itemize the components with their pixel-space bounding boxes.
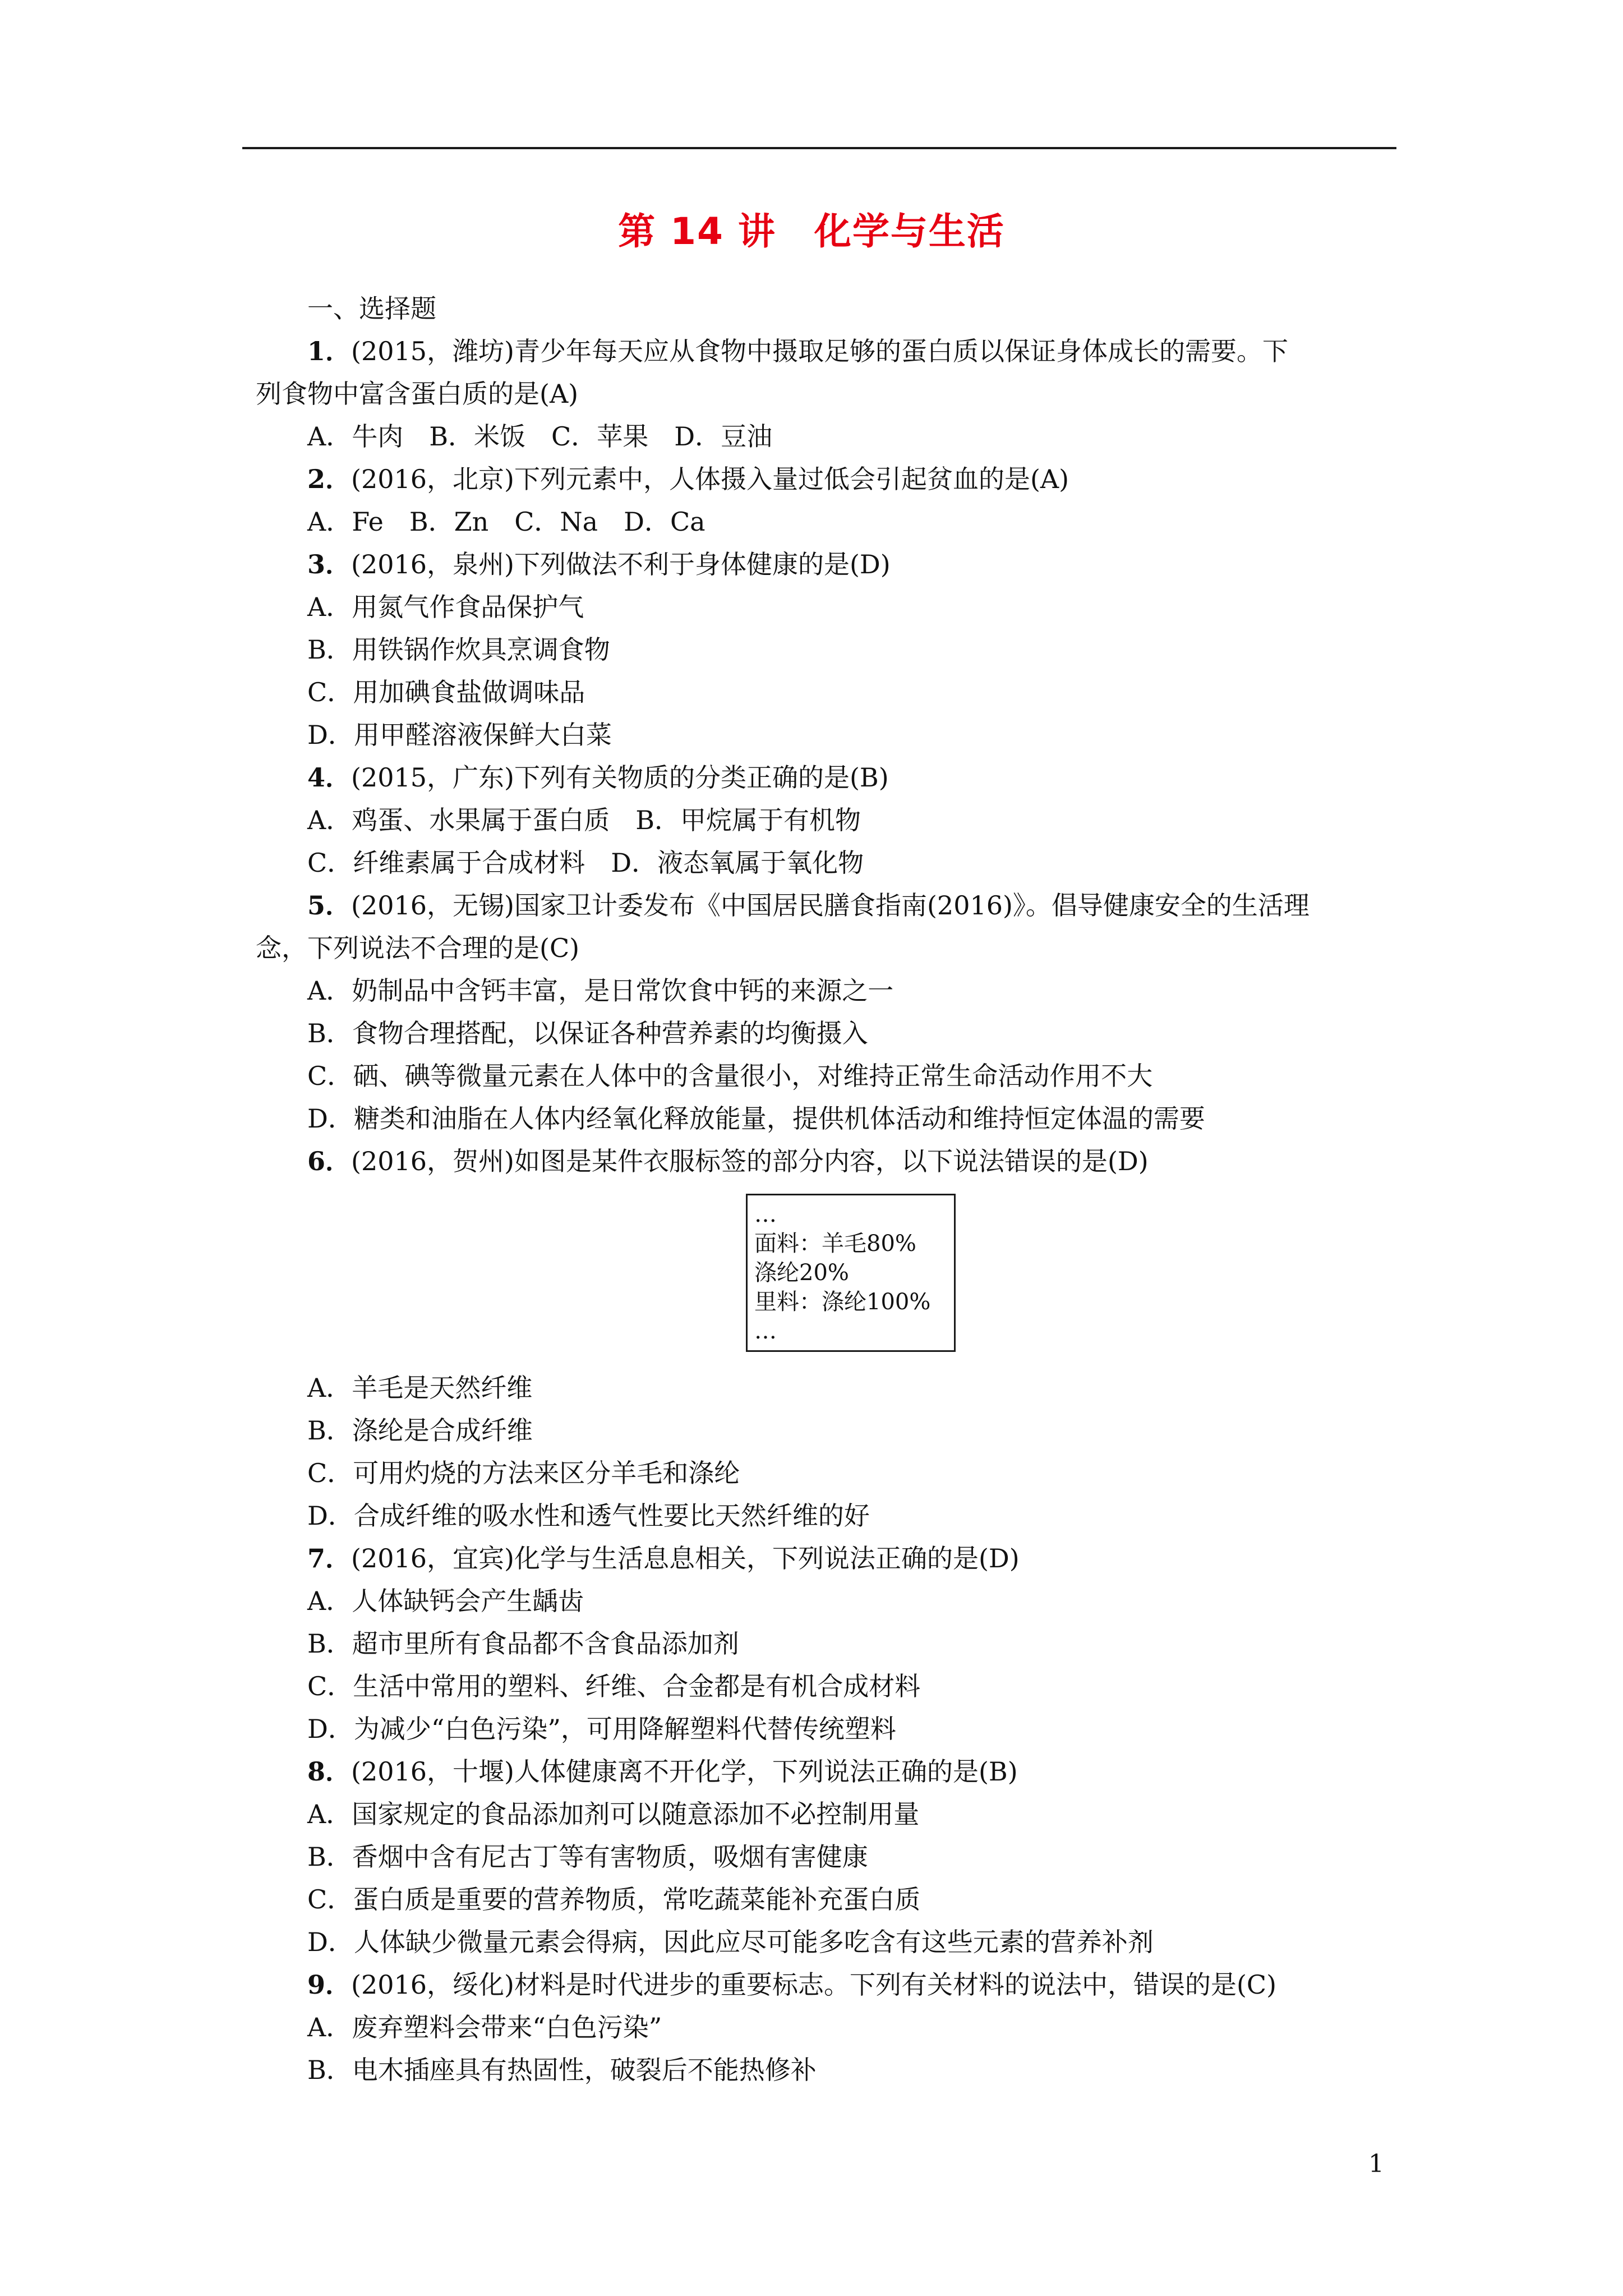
option-b: B．用铁锅作炊具烹调食物 bbox=[307, 634, 610, 665]
question-9 bbox=[256, 1963, 1396, 2091]
question-number: 7． bbox=[307, 1543, 352, 1573]
option-c: C．蛋白质是重要的营养物质，常吃蔬菜能补充蛋白质 bbox=[307, 1884, 921, 1915]
question-7 bbox=[256, 1537, 1396, 1750]
option-a: A．人体缺钙会产生龋齿 bbox=[307, 1586, 584, 1616]
option-b: B．超市里所有食品都不含食品添加剂 bbox=[307, 1628, 739, 1659]
question-number: 6． bbox=[307, 1146, 352, 1176]
option-d: D．为减少“白色污染”，可用降解塑料代替传统塑料 bbox=[307, 1714, 896, 1744]
label-line: … bbox=[754, 1318, 777, 1344]
option-b: B．食物合理搭配，以保证各种营养素的均衡摄入 bbox=[307, 1018, 868, 1048]
question-6 bbox=[256, 1140, 1396, 1537]
question-number: 9． bbox=[307, 1970, 352, 2000]
label-line: … bbox=[754, 1202, 777, 1227]
question-number: 2． bbox=[307, 464, 352, 494]
question-number: 3． bbox=[307, 549, 352, 579]
option-b: B．电木插座具有热固性，破裂后不能热修补 bbox=[307, 2055, 817, 2085]
option-d: D．用甲醛溶液保鲜大白菜 bbox=[307, 720, 612, 750]
question-number: 4． bbox=[307, 762, 352, 793]
page-number: 1 bbox=[1368, 2150, 1384, 2178]
label-line: 涤纶20% bbox=[754, 1260, 849, 1286]
option-a: A．国家规定的食品添加剂可以随意添加不必控制用量 bbox=[307, 1799, 920, 1829]
option-c: C．生活中常用的塑料、纤维、合金都是有机合成材料 bbox=[307, 1671, 921, 1701]
option-line: A．牛肉 B．米饭 C．苹果 D．豆油 bbox=[307, 421, 773, 452]
question-number: 5． bbox=[307, 890, 352, 921]
page-title: 第 14 讲 化学与生活 bbox=[618, 210, 1005, 253]
option-line: A．鸡蛋、水果属于蛋白质 B．甲烷属于有机物 bbox=[307, 805, 861, 835]
question-stem: 9．(2016，绥化)材料是时代进步的重要标志。下列有关材料的说法中，错误的是(C) bbox=[307, 1970, 1277, 2000]
question-number: 1． bbox=[307, 336, 352, 366]
option-c: C．硒、碘等微量元素在人体中的含量很小，对维持正常生命活动作用不大 bbox=[307, 1061, 1153, 1091]
option-a: A．羊毛是天然纤维 bbox=[307, 1373, 533, 1403]
option-a: A．用氮气作食品保护气 bbox=[307, 592, 584, 622]
option-a: A．奶制品中含钙丰富，是日常饮食中钙的来源之一 bbox=[307, 976, 894, 1006]
option-c: C．可用灼烧的方法来区分羊毛和涤纶 bbox=[307, 1458, 740, 1488]
section-heading: 一、选择题 bbox=[307, 293, 436, 324]
question-3 bbox=[256, 543, 1396, 756]
question-stem: 8．(2016，十堰)人体健康离不开化学，下列说法正确的是(B) bbox=[307, 1756, 1018, 1787]
option-b: B．涤纶是合成纤维 bbox=[307, 1415, 533, 1446]
header-rule bbox=[242, 147, 1396, 149]
option-line: A．Fe B．Zn C．Na D．Ca bbox=[307, 507, 706, 537]
question-stem-cont: 念，下列说法不合理的是(C) bbox=[256, 933, 580, 963]
question-1 bbox=[256, 330, 1396, 458]
question-stem: 4．(2015，广东)下列有关物质的分类正确的是(B) bbox=[307, 762, 889, 793]
question-stem: 1．(2015，潍坊)青少年每天应从食物中摄取足够的蛋白质以保证身体成长的需要。下 bbox=[307, 336, 1288, 366]
question-list bbox=[256, 287, 1396, 2091]
label-line: 里料：涤纶100% bbox=[754, 1289, 931, 1315]
option-b: B．香烟中含有尼古丁等有害物质，吸烟有害健康 bbox=[307, 1842, 868, 1872]
question-stem-cont: 列食物中富含蛋白质的是(A) bbox=[256, 379, 579, 409]
option-a: A．废弃塑料会带来“白色污染” bbox=[307, 2012, 662, 2042]
option-c: C．用加碘食盐做调味品 bbox=[307, 677, 585, 707]
question-5 bbox=[256, 884, 1396, 1140]
question-stem: 7．(2016，宜宾)化学与生活息息相关，下列说法正确的是(D) bbox=[307, 1543, 1020, 1573]
question-stem: 3．(2016，泉州)下列做法不利于身体健康的是(D) bbox=[307, 549, 891, 579]
question-2 bbox=[256, 458, 1396, 543]
question-4 bbox=[256, 756, 1396, 884]
question-number: 8． bbox=[307, 1756, 352, 1787]
question-stem: 2．(2016，北京)下列元素中，人体摄入量过低会引起贫血的是(A) bbox=[307, 464, 1069, 494]
label-line: 面料：羊毛80% bbox=[754, 1231, 916, 1257]
question-stem: 6．(2016，贺州)如图是某件衣服标签的部分内容，以下说法错误的是(D) bbox=[307, 1146, 1149, 1176]
option-d: D．人体缺少微量元素会得病，因此应尽可能多吃含有这些元素的营养补剂 bbox=[307, 1927, 1154, 1957]
option-d: D．合成纤维的吸水性和透气性要比天然纤维的好 bbox=[307, 1501, 870, 1531]
clothing-label-box bbox=[746, 1194, 956, 1352]
option-line: C．纤维素属于合成材料 D．液态氧属于氧化物 bbox=[307, 848, 864, 878]
question-stem: 5．(2016，无锡)国家卫计委发布《中国居民膳食指南(2016)》。倡导健康安全的生活理 bbox=[307, 890, 1310, 921]
question-8 bbox=[256, 1750, 1396, 1963]
option-d: D．糖类和油脂在人体内经氧化释放能量，提供机体活动和维持恒定体温的需要 bbox=[307, 1103, 1205, 1134]
